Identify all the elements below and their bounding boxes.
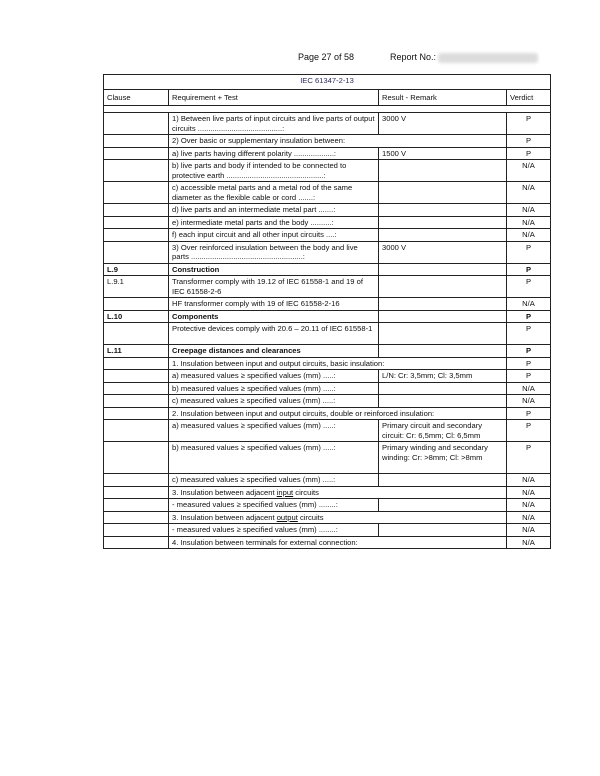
row-clause xyxy=(104,182,169,204)
row-requirement: - measured values ≥ specified values (mm) ........: xyxy=(169,499,379,512)
table-row xyxy=(104,276,551,298)
table-row xyxy=(104,323,551,345)
row-result xyxy=(379,160,507,182)
table-row xyxy=(104,113,551,135)
row-result: L/N: Cr: 3,5mm; Cl: 3,5mm xyxy=(379,370,507,383)
report-number-label: Report No.: xyxy=(390,52,437,62)
row-requirement: 4. Insulation between terminals for external connection: xyxy=(169,536,507,549)
row-verdict: P xyxy=(507,241,551,263)
row-verdict: N/A xyxy=(507,499,551,512)
row-clause xyxy=(104,370,169,383)
row-requirement: 1. Insulation between input and output circuits, basic insulation: xyxy=(169,357,507,370)
row-requirement: Creepage distances and clearances xyxy=(169,345,379,358)
table-row xyxy=(104,204,551,217)
row-clause xyxy=(104,113,169,135)
row-clause xyxy=(104,241,169,263)
row-clause xyxy=(104,229,169,242)
table-row xyxy=(104,382,551,395)
row-verdict: P xyxy=(507,345,551,358)
row-requirement: c) measured values ≥ specified values (mm) .....: xyxy=(169,395,379,408)
row-clause xyxy=(104,135,169,148)
col-verdict: Verdict xyxy=(507,90,551,106)
col-result: Result - Remark xyxy=(379,90,507,106)
row-verdict: N/A xyxy=(507,536,551,549)
row-result xyxy=(379,345,507,358)
row-result xyxy=(379,395,507,408)
table-row xyxy=(104,395,551,408)
row-result xyxy=(379,524,507,537)
table-row xyxy=(104,524,551,537)
row-requirement: 3. Insulation between adjacent output circuits xyxy=(169,511,507,524)
row-clause xyxy=(104,216,169,229)
row-requirement: d) live parts and an intermediate metal part .......: xyxy=(169,204,379,217)
row-clause xyxy=(104,395,169,408)
row-result xyxy=(379,204,507,217)
table-row xyxy=(104,499,551,512)
row-result: Primary winding and secondary winding: Cr: >8mm; Cl: >8mm xyxy=(379,442,507,474)
row-result: 1500 V xyxy=(379,147,507,160)
row-requirement: 2. Insulation between input and output circuits, double or reinforced insulation: xyxy=(169,407,507,420)
row-requirement: c) accessible metal parts and a metal rod of the same diameter as the flexible cable or cord .......: xyxy=(169,182,379,204)
row-clause xyxy=(104,382,169,395)
row-clause: L.9.1 xyxy=(104,276,169,298)
table-row xyxy=(104,357,551,370)
table-body xyxy=(104,113,551,549)
table-row xyxy=(104,511,551,524)
row-verdict: N/A xyxy=(507,182,551,204)
row-verdict: N/A xyxy=(507,160,551,182)
row-verdict: P xyxy=(507,420,551,442)
row-verdict: N/A xyxy=(507,204,551,217)
row-verdict: N/A xyxy=(507,486,551,499)
row-verdict: P xyxy=(507,323,551,345)
row-requirement: a) measured values ≥ specified values (mm) .....: xyxy=(169,420,379,442)
row-clause xyxy=(104,442,169,474)
row-result: 3000 V xyxy=(379,113,507,135)
row-requirement: 2) Over basic or supplementary insulation between: xyxy=(169,135,507,148)
row-verdict: N/A xyxy=(507,395,551,408)
table-row xyxy=(104,442,551,474)
table-row xyxy=(104,263,551,276)
row-requirement: 3) Over reinforced insulation between the body and live parts .....................................................: xyxy=(169,241,379,263)
row-requirement: 1) Between live parts of input circuits and live parts of output circuits ........................................: xyxy=(169,113,379,135)
table-row xyxy=(104,182,551,204)
row-verdict: P xyxy=(507,135,551,148)
row-clause xyxy=(104,160,169,182)
row-verdict: P xyxy=(507,442,551,474)
row-requirement: 3. Insulation between adjacent input circuits xyxy=(169,486,507,499)
row-result xyxy=(379,229,507,242)
table-row xyxy=(104,486,551,499)
row-clause xyxy=(104,499,169,512)
row-verdict: N/A xyxy=(507,524,551,537)
row-clause: L.11 xyxy=(104,345,169,358)
row-result: 3000 V xyxy=(379,241,507,263)
row-clause xyxy=(104,204,169,217)
row-clause xyxy=(104,420,169,442)
row-verdict: P xyxy=(507,357,551,370)
row-verdict: N/A xyxy=(507,229,551,242)
row-result: Primary circuit and secondary circuit: Cr: 6,5mm; Cl: 6,5mm xyxy=(379,420,507,442)
row-result xyxy=(379,474,507,487)
table-row xyxy=(104,147,551,160)
row-clause: L.9 xyxy=(104,263,169,276)
redacted-report-id xyxy=(438,53,538,63)
row-requirement: a) live parts having different polarity ...................: xyxy=(169,147,379,160)
row-verdict: N/A xyxy=(507,216,551,229)
row-verdict: N/A xyxy=(507,474,551,487)
table-row xyxy=(104,474,551,487)
row-result xyxy=(379,323,507,345)
row-requirement: b) live parts and body if intended to be connected to protective earth ..............................................: xyxy=(169,160,379,182)
row-requirement: Transformer comply with 19.12 of IEC 61558-1 and 19 of IEC 61558-2-6 xyxy=(169,276,379,298)
row-requirement: a) measured values ≥ specified values (mm) .....: xyxy=(169,370,379,383)
row-clause xyxy=(104,486,169,499)
row-result xyxy=(379,499,507,512)
row-requirement: Construction xyxy=(169,263,379,276)
row-clause xyxy=(104,524,169,537)
row-verdict: P xyxy=(507,407,551,420)
table-row xyxy=(104,216,551,229)
row-verdict: P xyxy=(507,370,551,383)
row-result xyxy=(379,310,507,323)
row-clause xyxy=(104,357,169,370)
test-report-table xyxy=(103,74,551,549)
row-verdict: P xyxy=(507,310,551,323)
row-verdict: N/A xyxy=(507,298,551,311)
row-result xyxy=(379,298,507,311)
table-row xyxy=(104,135,551,148)
row-requirement: - measured values ≥ specified values (mm) ........: xyxy=(169,524,379,537)
row-clause: L.10 xyxy=(104,310,169,323)
table-row xyxy=(104,370,551,383)
page-header xyxy=(0,52,600,66)
report-number xyxy=(390,52,538,63)
row-requirement: b) measured values ≥ specified values (mm) .....: xyxy=(169,382,379,395)
row-clause xyxy=(104,323,169,345)
row-clause xyxy=(104,474,169,487)
row-verdict: P xyxy=(507,113,551,135)
row-requirement: Protective devices comply with 20.6 – 20.11 of IEC 61558-1 xyxy=(169,323,379,345)
row-verdict: P xyxy=(507,263,551,276)
table-row xyxy=(104,310,551,323)
standard-title: IEC 61347-2-13 xyxy=(104,75,551,90)
row-requirement: e) intermediate metal parts and the body ..........: xyxy=(169,216,379,229)
col-requirement: Requirement + Test xyxy=(169,90,379,106)
table-row xyxy=(104,160,551,182)
row-result xyxy=(379,276,507,298)
table-row xyxy=(104,536,551,549)
row-result xyxy=(379,182,507,204)
row-requirement: Components xyxy=(169,310,379,323)
row-requirement: f) each input circuit and all other input circuits ....: xyxy=(169,229,379,242)
row-clause xyxy=(104,511,169,524)
row-verdict: N/A xyxy=(507,511,551,524)
col-clause: Clause xyxy=(104,90,169,106)
row-requirement: HF transformer comply with 19 of IEC 61558-2-16 xyxy=(169,298,379,311)
row-clause xyxy=(104,407,169,420)
table-row xyxy=(104,345,551,358)
row-result xyxy=(379,263,507,276)
table-row xyxy=(104,229,551,242)
row-verdict: P xyxy=(507,147,551,160)
table-row xyxy=(104,420,551,442)
row-requirement: c) measured values ≥ specified values (mm) .....: xyxy=(169,474,379,487)
row-requirement: b) measured values ≥ specified values (mm) .....: xyxy=(169,442,379,474)
row-verdict: P xyxy=(507,276,551,298)
row-clause xyxy=(104,147,169,160)
row-clause xyxy=(104,298,169,311)
table-row xyxy=(104,407,551,420)
table-row xyxy=(104,298,551,311)
row-clause xyxy=(104,536,169,549)
row-verdict: N/A xyxy=(507,382,551,395)
table-row xyxy=(104,241,551,263)
row-result xyxy=(379,382,507,395)
row-result xyxy=(379,216,507,229)
page-number: Page 27 of 58 xyxy=(298,52,355,62)
spacer-row xyxy=(104,106,551,113)
